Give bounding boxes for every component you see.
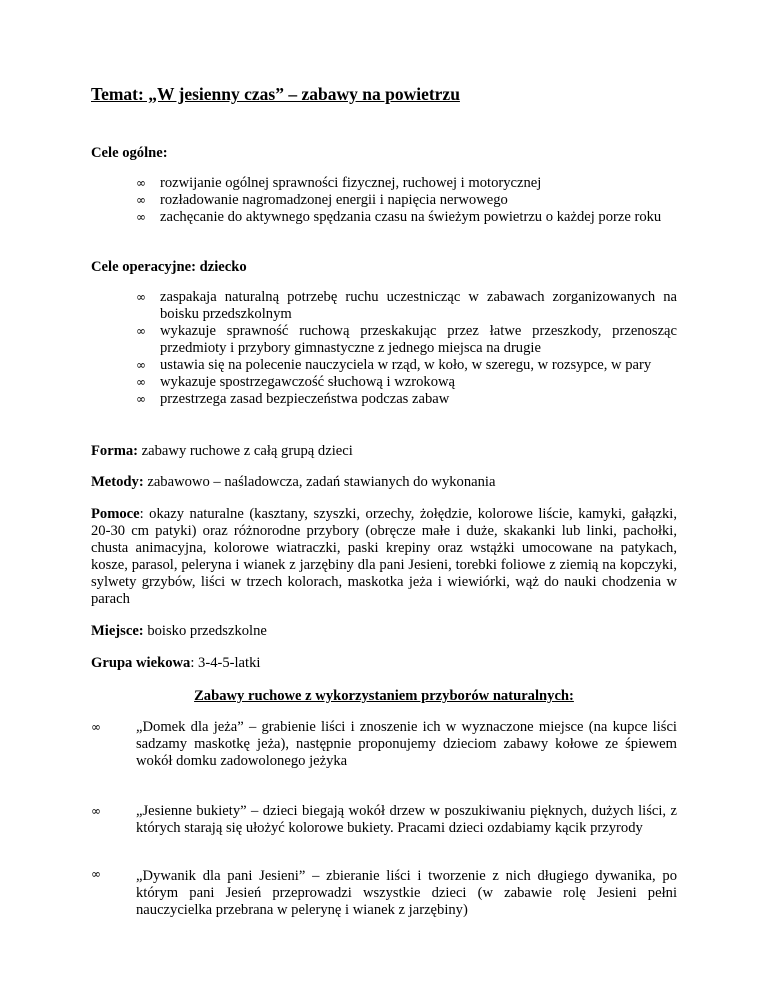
aids-text: : okazy naturalne (kasztany, szyszki, orzechy, żołędzie, kolorowe liście, kamyki, gałązki, 20-30 cm patyki) oraz różnorodne przybory (obręcze małe i duże, skakanki lub linki, pachołki, chusta animacyjna, kolorowe wiatraczki, paski krepiny oraz wstążki umocowane na patykach, kosze, parasol, peleryna i wianek z jarzębiny dla pani Jesieni, torebki foliowe z ziemią na kopczyki, sylwety grzybów, liści w trzech kolorach, maskotka jeża i wiewiórki, wąż do nauki chodzenia w parach [91, 506, 677, 607]
age-group-label: Grupa wiekowa [91, 655, 191, 671]
infinity-bullet-icon: ∞ [91, 720, 101, 734]
age-group-text: : 3-4-5-latki [190, 655, 261, 671]
methods-label: Metody: [91, 474, 144, 490]
form-paragraph [91, 443, 677, 460]
methods-paragraph [91, 474, 677, 491]
operational-goals-list [136, 289, 677, 408]
list-item: ∞ rozwijanie ogólnej sprawności fizycznej, ruchowej i motorycznej [136, 175, 677, 192]
place-text: boisko przedszkolne [147, 623, 267, 639]
aids-paragraph [91, 506, 677, 608]
place-paragraph [91, 623, 677, 640]
list-item: ∞ przestrzega zasad bezpieczeństwa podczas zabaw [136, 391, 677, 408]
activity-text: „Dywanik dla pani Jesieni” – zbieranie liści i tworzenie z nich długiego dywanika, po którym pani Jesień przeprowadzi wszystkie dzieci (w zabawie rolę Jesieni pełni nauczycielka przebrana w pelerynę i wianek z jarzębiny) [136, 868, 677, 918]
methods-text: zabawowo – naśladowcza, zadań stawianych do wykonania [147, 474, 496, 490]
list-item: ∞ wykazuje spostrzegawczość słuchową i wzrokową [136, 374, 677, 391]
activity-text: „Domek dla jeża” – grabienie liści i znoszenie ich w wyznaczone miejsce (na kupce liści sadzamy maskotkę jeża), następnie proponujemy dzieciom zabawy kołowe ze śpiewem wokół domku zadowolonego jeżyka [136, 719, 677, 769]
activity-text: „Jesienne bukiety” – dzieci biegają wokół drzew w poszukiwaniu pięknych, dużych liści, z których starają się ułożyć kolorowe bukiety. Pracami dzieci ozdabiamy kącik przyrody [136, 803, 677, 836]
form-text: zabawy ruchowe z całą grupą dzieci [141, 443, 353, 459]
general-goals-list [136, 175, 677, 226]
form-label: Forma: [91, 443, 139, 459]
aids-label: Pomoce [91, 506, 140, 522]
list-item: ∞ wykazuje sprawność ruchową przeskakując przez łatwe przeszkody, przenosząc przedmioty i przybory gimnastyczne z jednego miejsca na drugie [136, 323, 677, 357]
list-item: ∞ zaspakaja naturalną potrzebę ruchu uczestnicząc w zabawach zorganizowanych na boisku przedszkolnym [136, 289, 677, 323]
list-item: ∞ rozładowanie nagromadzonej energii i napięcia nerwowego [136, 192, 677, 209]
operational-goals-heading: Cele operacyjne: dziecko [91, 259, 247, 275]
page-title: Temat: „W jesienny czas” – zabawy na powietrzu [91, 84, 460, 104]
activities-heading: Zabawy ruchowe z wykorzystaniem przyborów naturalnych: [194, 688, 574, 704]
age-group-paragraph [91, 655, 677, 672]
list-item: ∞ ustawia się na polecenie nauczyciela w rząd, w koło, w szeregu, w rozsypce, w pary [136, 357, 677, 374]
infinity-bullet-icon: ∞ [91, 804, 101, 818]
general-goals-heading: Cele ogólne: [91, 145, 168, 161]
infinity-bullet-icon: ∞ [91, 867, 101, 881]
list-item: ∞ zachęcanie do aktywnego spędzania czasu na świeżym powietrzu o każdej porze roku [136, 209, 677, 226]
place-label: Miejsce: [91, 623, 144, 639]
